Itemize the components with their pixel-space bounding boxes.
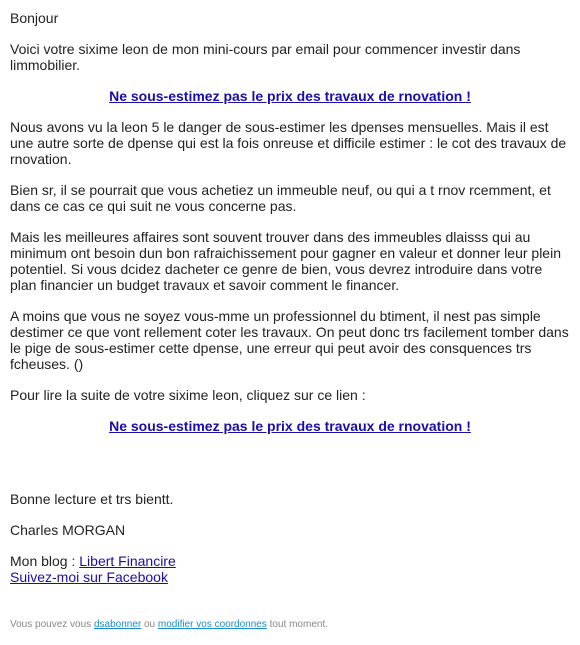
facebook-link[interactable]: Suivez-moi sur Facebook (10, 569, 168, 585)
headline-link-top[interactable]: Ne sous-estimez pas le prix des travaux de rnovation ! (109, 88, 471, 104)
paragraph-1: Nous avons vu la leon 5 le danger de sous-estimer les dpenses mensuelles. Mais il est une autre sorte de dpense qui est la fois onreuse et difficile estimer : le cot des travaux de rnovation. (10, 119, 567, 167)
modify-details-link[interactable]: modifier vos coordonnes (157, 619, 267, 630)
spacer (10, 449, 570, 491)
footer (10, 619, 570, 631)
closing-text: Bonne lecture et trs bientt. (10, 491, 174, 507)
paragraph-2: Bien sr, il se pourrait que vous achetiez un immeuble neuf, ou qui a t rnov rcemment, et dans ce cas ce qui suit ne vous concerne pas. (10, 182, 551, 214)
intro-paragraph: Voici votre sixime leon de mon mini-cours par email pour commencer investir dans limmobilier. (10, 41, 521, 73)
paragraph-3: Mais les meilleures affaires sont souvent trouver dans des immeubles dlaisss qui au minimum ont besoin dun bon rafraichissement pour gagner en valeur et donner leur plein potentiel. Si vous dcidez dacheter ce genre de bien, vous devrez introduire dans votre plan financier un budget travaux et savoir comment le financer. (10, 229, 561, 293)
footer-suffix: tout moment. (266, 619, 328, 630)
blog-link[interactable]: Libert Financire (79, 553, 176, 569)
blog-label: Mon blog : (10, 553, 80, 569)
read-more-text: Pour lire la suite de votre sixime leon, cliquez sur ce lien : (10, 387, 366, 403)
footer-prefix: Vous pouvez vous (10, 619, 94, 630)
headline-link-row (10, 88, 570, 104)
footer-middle: ou (141, 619, 158, 630)
headline-link-bottom[interactable]: Ne sous-estimez pas le prix des travaux de rnovation ! (109, 418, 471, 434)
headline-link-row-bottom (10, 418, 570, 434)
links-block (10, 553, 570, 585)
greeting: Bonjour (10, 10, 59, 26)
paragraph-4: A moins que vous ne soyez vous-mme un professionnel du btiment, il nest pas simple destimer ce que vont rellement coter les travaux. On peut donc trs facilement tomber dans le pige de sous-estimer cette dpense, une erreur qui peut avoir des consquences trs fcheuses. () (10, 308, 569, 372)
unsubscribe-link[interactable]: dsabonner (93, 619, 142, 630)
signature: Charles MORGAN (10, 522, 126, 538)
